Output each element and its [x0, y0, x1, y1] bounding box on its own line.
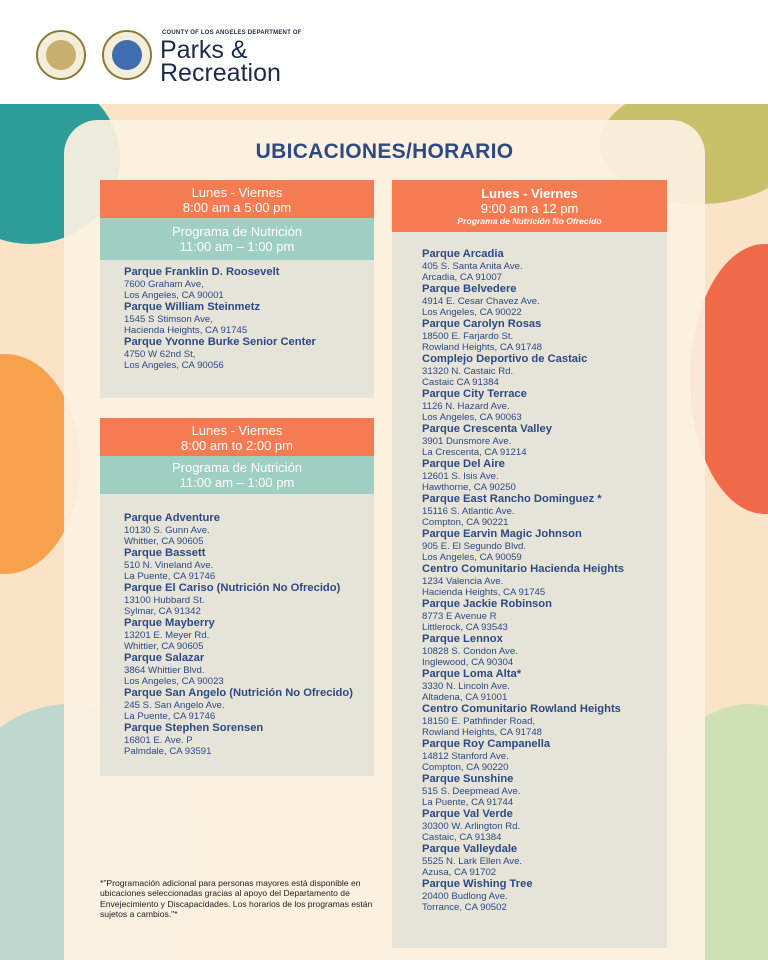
nutrition-hours: 11:00 am – 1:00 pm — [179, 239, 295, 254]
nutrition-hours: 11:00 am – 1:00 pm — [179, 475, 295, 490]
location-address-line1: 18150 E. Pathfinder Road, — [422, 716, 536, 727]
list-item — [124, 512, 368, 547]
list-item — [422, 668, 661, 703]
page-header — [0, 0, 768, 104]
location-name: Parque Val Verde — [422, 808, 513, 820]
location-address-line1: 13100 Hubbard St. — [124, 595, 205, 606]
list-item — [124, 582, 368, 617]
location-address-line2: Rowland Heights, CA 91748 — [422, 342, 542, 353]
location-address-line2: Hawthorne, CA 90250 — [422, 482, 516, 493]
location-address-line1: 3864 Whittier Blvd. — [124, 665, 205, 676]
brand-title-line1: Parks & — [160, 36, 248, 64]
location-address-line1: 12601 S. Isis Ave. — [422, 471, 499, 482]
location-address-line2: Palmdale, CA 93591 — [124, 746, 212, 757]
location-address-line2: Los Angeles, CA 90059 — [422, 552, 522, 563]
location-address-line1: 16801 E. Ave. P — [124, 735, 193, 746]
list-item — [422, 318, 661, 353]
location-address-line2: La Crescenta, CA 91214 — [422, 447, 527, 458]
location-address-line1: 30300 W. Arlington Rd. — [422, 821, 521, 832]
location-address-line2: Los Angeles, CA 90022 — [422, 307, 522, 318]
location-address-line1: 515 S. Deepmead Ave. — [422, 786, 521, 797]
hours-label: 8:00 am a 5:00 pm — [182, 200, 292, 215]
list-item — [422, 703, 661, 738]
location-address-line2: Hacienda Heights, CA 91745 — [422, 587, 546, 598]
location-address-line1: 10130 S. Gunn Ave. — [124, 525, 210, 536]
location-name: Parque Earvin Magic Johnson — [422, 528, 582, 540]
nutrition-label: Programa de Nutrición — [171, 224, 303, 239]
location-name: Centro Comunitario Hacienda Heights — [422, 563, 625, 575]
list-item — [124, 336, 368, 371]
list-item — [422, 528, 661, 563]
list-item — [124, 722, 368, 757]
location-name: Parque Salazar — [124, 652, 205, 664]
location-address-line2: La Puente, CA 91744 — [422, 797, 514, 808]
location-address-line2: Inglewood, CA 90304 — [422, 657, 514, 668]
location-address-line2: Castaic CA 91384 — [422, 377, 499, 388]
location-address-line2: Torrance, CA 90502 — [422, 902, 507, 913]
location-address-line1: 14812 Stanford Ave. — [422, 751, 509, 762]
location-address-line1: 1234 Valencia Ave. — [422, 576, 504, 587]
location-address-line1: 31320 N. Castaic Rd. — [422, 366, 514, 377]
location-name: Parque East Rancho Dominguez * — [422, 493, 602, 505]
location-name: Parque Loma Alta* — [422, 668, 522, 680]
schedule-card-2-header — [100, 418, 374, 456]
location-name: Parque Valleydale — [422, 843, 518, 855]
location-address-line2: Sylmar, CA 91342 — [124, 606, 201, 617]
days-label: Lunes - Viernes — [481, 186, 578, 201]
location-address-line1: 1126 N. Hazard Ave. — [422, 401, 510, 412]
days-label: Lunes - Viernes — [191, 185, 283, 200]
location-address-line1: 20400 Budlong Ave. — [422, 891, 508, 902]
location-name: Parque Stephen Sorensen — [124, 722, 264, 734]
page-title: UBICACIONES/HORARIO — [255, 140, 514, 163]
schedule-card-1-header — [100, 180, 374, 218]
location-address-line2: Compton, CA 90220 — [422, 762, 509, 773]
list-item — [422, 843, 661, 878]
location-address-line2: La Puente, CA 91746 — [124, 571, 216, 582]
footnote: *"Programación adicional para personas mayores está disponible en ubicaciones seleccionadas gracias al apoyo del Departamento de Envejecimiento y Discapacidades. Los horarios de los programas están sujetos a cambios."* — [100, 878, 373, 920]
location-address-line2: Los Angeles, CA 90063 — [422, 412, 522, 423]
location-address-line1: 8773 E Avenue R — [422, 611, 497, 622]
list-item — [422, 423, 661, 458]
location-name: Complejo Deportivo de Castaic — [422, 353, 588, 365]
hours-label: 8:00 am to 2:00 pm — [180, 438, 293, 453]
nutrition-note: Programa de Nutrición No Ofrecido — [457, 216, 602, 226]
list-item — [422, 248, 661, 283]
nutrition-banner — [100, 218, 374, 260]
list-item — [422, 773, 661, 808]
location-address-line1: 7600 Graham Ave, — [124, 279, 204, 290]
location-name: Parque William Steinmetz — [124, 301, 261, 313]
location-name: Parque San Angelo (Nutrición No Ofrecido) — [124, 687, 353, 699]
location-name: Parque Adventure — [124, 512, 220, 524]
list-item — [422, 493, 661, 528]
location-list-3 — [422, 248, 661, 913]
schedule-card-3-header — [392, 180, 667, 232]
location-name: Parque Arcadia — [422, 248, 504, 260]
location-address-line2: Altadena, CA 91001 — [422, 692, 508, 703]
location-address-line2: Los Angeles, CA 90023 — [124, 676, 224, 687]
location-address-line1: 4750 W 62nd St, — [124, 349, 196, 360]
location-address-line1: 15116 S. Atlantic Ave. — [422, 506, 515, 517]
location-name: Parque Yvonne Burke Senior Center — [124, 336, 316, 348]
location-list-2 — [124, 512, 368, 757]
location-address-line2: Los Angeles, CA 90001 — [124, 290, 224, 301]
list-item — [422, 353, 661, 388]
schedule-card-1 — [100, 180, 374, 398]
days-label: Lunes - Viernes — [191, 423, 283, 438]
location-address-line1: 10828 S. Condon Ave. — [422, 646, 518, 657]
location-address-line2: Los Angeles, CA 90056 — [124, 360, 224, 371]
location-name: Parque Lennox — [422, 633, 503, 645]
list-item — [124, 652, 368, 687]
location-name: Parque Mayberry — [124, 617, 215, 629]
location-name: Parque Bassett — [124, 547, 206, 559]
location-name: Parque City Terrace — [422, 388, 527, 400]
schedule-card-3 — [392, 180, 667, 948]
list-item — [422, 878, 661, 913]
location-name: Parque El Cariso (Nutrición No Ofrecido) — [124, 582, 341, 594]
location-address-line1: 3330 N. Lincoln Ave. — [422, 681, 510, 692]
location-address-line2: Whittier, CA 90605 — [124, 536, 204, 547]
location-list-1 — [124, 266, 368, 371]
list-item — [124, 687, 368, 722]
location-address-line2: Castaic, CA 91384 — [422, 832, 502, 843]
location-name: Parque Sunshine — [422, 773, 514, 785]
location-name: Parque Franklin D. Roosevelt — [124, 266, 280, 278]
county-seal-emblem — [46, 40, 76, 70]
list-item — [422, 633, 661, 668]
location-name: Parque Wishing Tree — [422, 878, 533, 890]
schedule-card-2 — [100, 418, 374, 776]
county-seal-logo — [36, 30, 86, 80]
parks-seal-emblem — [112, 40, 142, 70]
nutrition-banner — [100, 456, 374, 494]
location-address-line1: 1545 S Stimson Ave, — [124, 314, 213, 325]
location-address-line2: Compton, CA 90221 — [422, 517, 509, 528]
location-address-line1: 245 S. San Angelo Ave. — [124, 700, 225, 711]
location-address-line1: 4914 E. Cesar Chavez Ave. — [422, 296, 540, 307]
brand-title-line2: Recreation — [160, 59, 281, 87]
location-address-line2: Whittier, CA 90605 — [124, 641, 204, 652]
location-name: Parque Carolyn Rosas — [422, 318, 542, 330]
location-address-line1: 510 N. Vineland Ave. — [124, 560, 214, 571]
location-address-line2: Littlerock, CA 93543 — [422, 622, 508, 633]
location-name: Parque Belvedere — [422, 283, 517, 295]
list-item — [124, 266, 368, 301]
list-item — [124, 617, 368, 652]
location-address-line1: 905 E. El Segundo Blvd. — [422, 541, 527, 552]
list-item — [422, 738, 661, 773]
location-name: Parque Jackie Robinson — [422, 598, 552, 610]
location-address-line1: 5525 N. Lark Ellen Ave. — [422, 856, 523, 867]
location-address-line2: Azusa, CA 91702 — [422, 867, 497, 878]
list-item — [422, 808, 661, 843]
location-address-line2: Arcadia, CA 91007 — [422, 272, 503, 283]
location-address-line2: Hacienda Heights, CA 91745 — [124, 325, 248, 336]
parks-seal-logo — [102, 30, 152, 80]
location-address-line2: Rowland Heights, CA 91748 — [422, 727, 542, 738]
list-item — [422, 388, 661, 423]
location-name: Centro Comunitario Rowland Heights — [422, 703, 621, 715]
list-item — [422, 458, 661, 493]
list-item — [422, 563, 661, 598]
location-address-line1: 18500 E. Farjardo St. — [422, 331, 514, 342]
hours-label: 9:00 am a 12 pm — [480, 201, 579, 216]
location-name: Parque Roy Campanella — [422, 738, 551, 750]
list-item — [422, 283, 661, 318]
location-address-line1: 3901 Dunsmore Ave. — [422, 436, 512, 447]
list-item — [124, 301, 368, 336]
list-item — [422, 598, 661, 633]
location-address-line1: 405 S. Santa Anita Ave. — [422, 261, 523, 272]
brand-dept-label: COUNTY OF LOS ANGELES DEPARTMENT OF — [162, 30, 302, 36]
location-address-line1: 13201 E. Meyer Rd. — [124, 630, 210, 641]
location-name: Parque Del Aire — [422, 458, 505, 470]
location-name: Parque Crescenta Valley — [422, 423, 552, 435]
location-address-line2: La Puente, CA 91746 — [124, 711, 216, 722]
nutrition-label: Programa de Nutrición — [171, 460, 303, 475]
list-item — [124, 547, 368, 582]
